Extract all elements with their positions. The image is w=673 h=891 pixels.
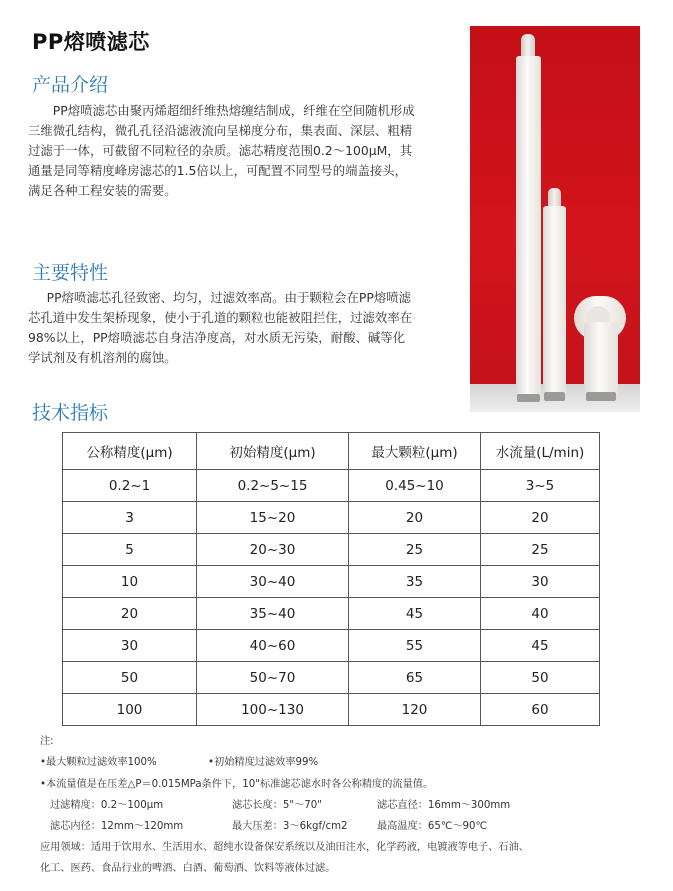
notes-label: 注: [40,736,54,747]
table-row [63,534,600,566]
note-max-particle-efficiency: •最大颗粒过滤效率100% [40,757,157,768]
cell: 3 [63,502,197,534]
note-application-line2: 化工、医药、食品行业的啤酒、白酒、葡萄酒、饮料等液体过滤。 [40,863,336,874]
features-paragraph: PP熔喷滤芯孔径致密、均匀，过滤效率高。由于颗粒会在PP熔喷滤芯孔道中发生架桥现象，使小于孔道的颗粒也能被阻拦住，过滤效率在98%以上，PP熔喷滤芯自身洁净度高，对水质无污染，耐酸、碱等化学试剂及有机溶剂的腐蚀。 [28,290,413,365]
note-max-temperature: 最高温度：65℃～90℃ [377,821,487,832]
note-cartridge-length: 滤芯长度：5"～70" [232,800,322,811]
cell: 35~40 [197,598,349,630]
cell: 10 [63,566,197,598]
cell: 20 [349,502,481,534]
table-row [63,502,600,534]
cell: 20 [63,598,197,630]
intro-heading: 产品介绍 [32,74,109,96]
header-water-flow: 水流量(L/min) [481,433,600,470]
page-title: PP熔喷滤芯 [32,30,150,54]
cell: 45 [481,630,600,662]
cell: 0.2~5~15 [197,470,349,502]
note-initial-precision-efficiency: •初始精度过滤效率99% [208,757,319,768]
header-nominal-precision: 公称精度(μm) [63,433,197,470]
cell: 55 [349,630,481,662]
spec-table [62,432,600,726]
note-filter-precision: 过滤精度：0.2～100μm [50,800,164,811]
medium-cartridge [543,206,566,396]
note-application-line1: 应用领域：适用于饮用水、生活用水、超纯水设备保安系统以及油田注水，化学药液，电镀液等电子、石油、 [40,842,529,853]
specs-heading: 技术指标 [32,402,109,424]
table-row [63,630,600,662]
table-row [63,470,600,502]
header-max-particle: 最大颗粒(μm) [349,433,481,470]
cell: 100~130 [197,694,349,726]
cell: 0.45~10 [349,470,481,502]
cell: 50 [481,662,600,694]
table-row [63,566,600,598]
tall-cartridge [516,56,541,398]
product-photo [470,26,640,412]
cell: 30~40 [197,566,349,598]
cell: 120 [349,694,481,726]
tall-cartridge-base [517,394,540,402]
cell: 20 [481,502,600,534]
note-max-pressure: 最大压差：3～6kgf/cm2 [232,821,348,832]
cell: 35 [349,566,481,598]
table-header-row [63,433,600,470]
cell: 30 [481,566,600,598]
table-row [63,598,600,630]
cell: 45 [349,598,481,630]
note-flow-condition: •本流量值是在压差△P＝0.015MPa条件下，10"标准滤芯滤水时各公称精度的流量值。 [40,779,434,790]
medium-cartridge-base [544,392,565,401]
cell: 50 [63,662,197,694]
cell: 0.2~1 [63,470,197,502]
cell: 40~60 [197,630,349,662]
medium-cartridge-tip [548,188,561,208]
short-cartridge [584,322,618,396]
cell: 60 [481,694,600,726]
tall-cartridge-tip [521,34,535,58]
cell: 15~20 [197,502,349,534]
cell: 25 [481,534,600,566]
features-heading: 主要特性 [32,262,109,284]
cell: 30 [63,630,197,662]
cell: 65 [349,662,481,694]
cell: 50~70 [197,662,349,694]
cell: 100 [63,694,197,726]
note-cartridge-diameter: 滤芯直径：16mm～300mm [377,800,511,811]
table-row [63,662,600,694]
cell: 40 [481,598,600,630]
note-inner-diameter: 滤芯内径：12mm～120mm [50,821,184,832]
cell: 25 [349,534,481,566]
table-row [63,694,600,726]
short-cartridge-base [586,392,616,401]
intro-paragraph: PP熔喷滤芯由聚丙烯超细纤维热熔缠结制成，纤维在空间随机形成三维微孔结构，微孔孔径沿滤液流向呈梯度分布，集表面、深层、粗精过滤于一体，可截留不同粒径的杂质。滤芯精度范围0.2～100μM，其通量是同等精度峰房滤芯的1.5倍以上，可配置不同型号的端盖接头，满足各种工程安装的需要。 [28,103,415,198]
cell: 3~5 [481,470,600,502]
header-initial-precision: 初始精度(μm) [197,433,349,470]
cell: 5 [63,534,197,566]
cell: 20~30 [197,534,349,566]
